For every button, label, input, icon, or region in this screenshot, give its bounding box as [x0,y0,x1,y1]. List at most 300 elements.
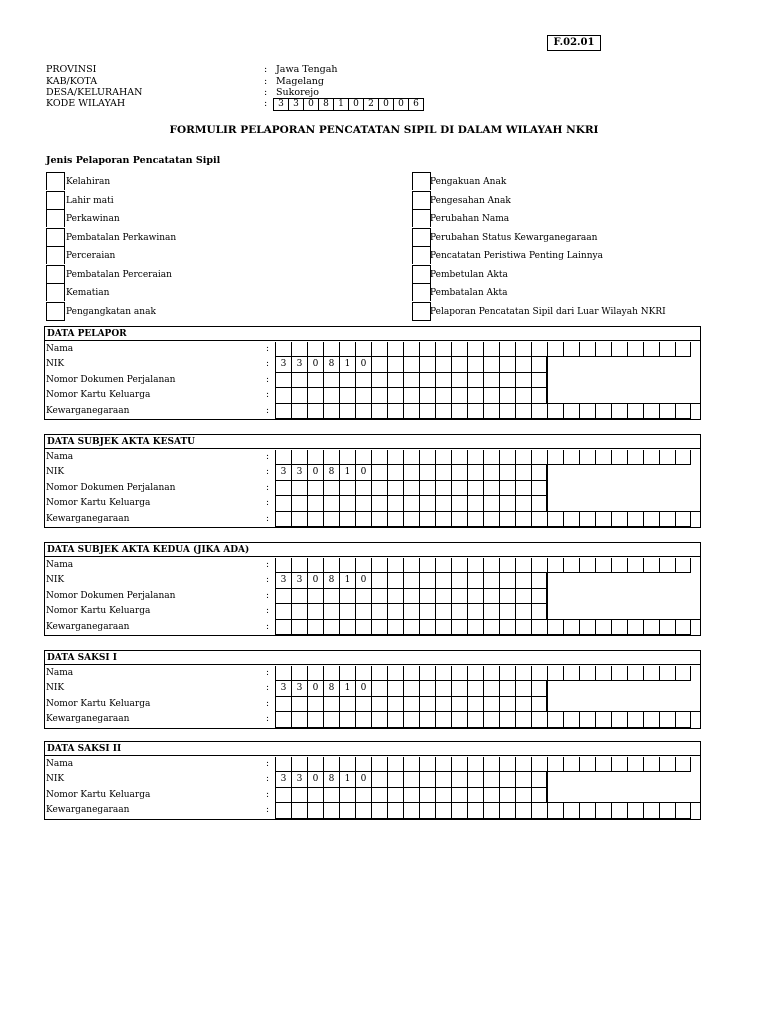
jenis-checkbox-right[interactable] [412,265,431,283]
input-cell[interactable]: 1 [339,465,355,480]
input-cell[interactable] [483,803,499,818]
input-cell[interactable] [515,772,531,787]
input-cell[interactable]: 0 [307,681,323,696]
input-cell[interactable] [387,620,403,635]
input-cell[interactable] [387,558,403,573]
input-cell[interactable] [611,558,627,573]
input-cell[interactable] [659,404,675,419]
input-cell[interactable] [467,573,483,588]
input-cell[interactable] [355,788,371,803]
input-cell[interactable] [595,404,611,419]
input-cells[interactable] [275,589,547,604]
input-cell[interactable] [371,496,387,511]
input-cell[interactable] [483,681,499,696]
input-cells[interactable] [275,342,691,357]
input-cell[interactable] [515,481,531,496]
input-cell[interactable] [355,589,371,604]
input-cell[interactable] [579,512,595,527]
jenis-checkbox-right[interactable] [412,302,431,321]
input-cell[interactable]: 3 [275,573,291,588]
input-cell[interactable] [291,757,307,772]
input-cell[interactable] [419,481,435,496]
input-cell[interactable] [467,666,483,681]
input-cell[interactable] [291,388,307,403]
input-cell[interactable] [451,666,467,681]
input-cell[interactable] [659,342,675,357]
input-cell[interactable] [467,388,483,403]
input-cell[interactable] [307,450,323,465]
input-cell[interactable] [483,697,499,712]
input-cells[interactable] [275,803,691,818]
input-cell[interactable] [467,697,483,712]
input-cell[interactable] [499,465,515,480]
input-cell[interactable] [435,373,451,388]
input-cell[interactable]: 0 [355,573,371,588]
input-cell[interactable] [627,342,643,357]
input-cell[interactable] [371,558,387,573]
input-cell[interactable] [611,803,627,818]
input-cell[interactable] [563,558,579,573]
input-cell[interactable] [531,373,547,388]
input-cell[interactable] [531,757,547,772]
input-cell[interactable] [515,496,531,511]
input-cells[interactable] [275,465,547,480]
input-cell[interactable] [499,757,515,772]
input-cell[interactable] [371,681,387,696]
input-cell[interactable] [531,481,547,496]
input-cell[interactable] [451,373,467,388]
input-cell[interactable] [403,589,419,604]
input-cell[interactable] [419,450,435,465]
input-cell[interactable] [339,450,355,465]
input-cell[interactable] [435,496,451,511]
input-cell[interactable] [515,342,531,357]
input-cells[interactable] [275,757,691,772]
jenis-checkbox-right[interactable] [412,283,431,301]
input-cell[interactable]: 8 [323,573,339,588]
input-cell[interactable] [515,558,531,573]
input-cell[interactable] [419,388,435,403]
input-cell[interactable] [275,757,291,772]
input-cell[interactable] [659,712,675,727]
input-cell[interactable] [531,589,547,604]
input-cell[interactable] [323,788,339,803]
input-cell[interactable] [371,757,387,772]
input-cell[interactable]: 3 [291,573,307,588]
input-cell[interactable] [531,803,547,818]
input-cell[interactable] [515,573,531,588]
input-cell[interactable] [435,697,451,712]
input-cell[interactable] [307,342,323,357]
input-cells[interactable] [275,404,691,419]
input-cell[interactable] [435,681,451,696]
input-cell[interactable]: 3 [291,681,307,696]
input-cell[interactable] [515,604,531,619]
input-cells[interactable] [275,712,691,727]
input-cell[interactable] [627,712,643,727]
input-cells[interactable] [275,772,547,787]
input-cell[interactable] [451,803,467,818]
input-cell[interactable] [387,357,403,372]
input-cell[interactable] [675,404,691,419]
input-cell[interactable] [419,573,435,588]
input-cell[interactable] [563,404,579,419]
input-cell[interactable] [307,496,323,511]
input-cell[interactable] [563,757,579,772]
input-cell[interactable] [579,404,595,419]
input-cell[interactable] [323,388,339,403]
input-cells[interactable] [275,496,547,511]
input-cells[interactable] [275,788,547,803]
input-cell[interactable] [451,558,467,573]
input-cell[interactable] [387,788,403,803]
input-cell[interactable] [419,772,435,787]
input-cell[interactable] [339,666,355,681]
input-cell[interactable] [451,512,467,527]
input-cell[interactable] [675,558,691,573]
input-cell[interactable] [595,620,611,635]
input-cell[interactable]: 3 [275,357,291,372]
input-cell[interactable] [483,589,499,604]
input-cell[interactable] [275,481,291,496]
input-cell[interactable] [291,589,307,604]
input-cell[interactable] [611,666,627,681]
jenis-checkbox-left[interactable] [46,265,65,283]
input-cell[interactable] [323,496,339,511]
input-cell[interactable] [387,342,403,357]
header-value[interactable]: Jawa Tengah [276,64,338,75]
input-cell[interactable] [435,512,451,527]
input-cell[interactable] [339,496,355,511]
input-cell[interactable] [403,450,419,465]
input-cell[interactable] [515,465,531,480]
input-cell[interactable] [595,666,611,681]
jenis-checkbox-right[interactable] [412,228,431,246]
input-cell[interactable] [515,788,531,803]
input-cell[interactable] [451,342,467,357]
input-cell[interactable] [595,803,611,818]
input-cell[interactable] [307,481,323,496]
input-cell[interactable] [547,404,563,419]
input-cell[interactable] [483,404,499,419]
input-cell[interactable] [339,481,355,496]
input-cell[interactable] [467,803,483,818]
input-cell[interactable] [339,558,355,573]
input-cell[interactable] [387,388,403,403]
input-cells[interactable] [275,620,691,635]
input-cell[interactable] [451,757,467,772]
input-cell[interactable] [339,404,355,419]
input-cell[interactable] [419,803,435,818]
input-cell[interactable]: 1 [339,681,355,696]
input-cell[interactable] [307,666,323,681]
input-cell[interactable] [387,465,403,480]
input-cell[interactable] [515,373,531,388]
input-cell[interactable] [307,788,323,803]
input-cell[interactable] [659,666,675,681]
input-cell[interactable] [387,697,403,712]
input-cell[interactable] [355,481,371,496]
input-cell[interactable] [531,772,547,787]
input-cell[interactable] [387,512,403,527]
input-cell[interactable] [355,373,371,388]
input-cell[interactable] [291,697,307,712]
input-cell[interactable] [499,712,515,727]
input-cell[interactable] [643,757,659,772]
input-cell[interactable] [563,712,579,727]
input-cell[interactable] [451,681,467,696]
input-cell[interactable] [403,620,419,635]
input-cell[interactable] [659,757,675,772]
input-cell[interactable] [563,342,579,357]
input-cell[interactable] [307,388,323,403]
input-cell[interactable] [339,803,355,818]
input-cell[interactable] [419,496,435,511]
input-cell[interactable] [483,465,499,480]
input-cell[interactable] [323,450,339,465]
input-cell[interactable] [275,803,291,818]
input-cell[interactable] [611,342,627,357]
input-cell[interactable] [323,620,339,635]
input-cell[interactable] [355,757,371,772]
input-cell[interactable] [531,620,547,635]
input-cell[interactable] [547,450,563,465]
input-cell[interactable] [515,512,531,527]
input-cell[interactable] [275,697,291,712]
input-cell[interactable] [307,373,323,388]
input-cell[interactable] [515,803,531,818]
input-cell[interactable] [403,404,419,419]
input-cell[interactable] [499,620,515,635]
input-cell[interactable] [371,404,387,419]
input-cell[interactable] [387,589,403,604]
input-cell[interactable] [403,757,419,772]
input-cell[interactable] [531,681,547,696]
input-cell[interactable] [355,496,371,511]
input-cell[interactable] [659,803,675,818]
input-cell[interactable] [483,373,499,388]
input-cell[interactable] [467,772,483,787]
input-cell[interactable] [483,357,499,372]
input-cell[interactable] [339,757,355,772]
input-cell[interactable] [499,788,515,803]
input-cell[interactable] [291,481,307,496]
input-cell[interactable]: 3 [291,465,307,480]
input-cell[interactable] [595,342,611,357]
input-cell[interactable] [547,666,563,681]
input-cells[interactable] [275,481,547,496]
input-cell[interactable] [435,666,451,681]
jenis-checkbox-left[interactable] [46,209,65,227]
input-cell[interactable]: 1 [339,573,355,588]
input-cell[interactable] [675,450,691,465]
input-cell[interactable] [403,388,419,403]
input-cell[interactable] [451,697,467,712]
input-cell[interactable] [483,573,499,588]
input-cell[interactable] [451,357,467,372]
input-cell[interactable] [371,697,387,712]
input-cell[interactable] [467,681,483,696]
input-cell[interactable] [371,342,387,357]
input-cell[interactable] [547,757,563,772]
input-cell[interactable] [499,373,515,388]
header-value[interactable]: Magelang [276,76,324,87]
input-cell[interactable] [371,388,387,403]
jenis-checkbox-right[interactable] [412,246,431,264]
input-cell[interactable] [275,589,291,604]
input-cell[interactable]: 0 [307,772,323,787]
input-cell[interactable] [371,573,387,588]
input-cell[interactable] [675,666,691,681]
input-cell[interactable] [387,481,403,496]
input-cell[interactable] [499,803,515,818]
input-cell[interactable] [291,788,307,803]
input-cell[interactable] [531,342,547,357]
input-cell[interactable] [595,558,611,573]
input-cell[interactable] [675,712,691,727]
jenis-checkbox-left[interactable] [46,302,65,321]
input-cells[interactable] [275,666,691,681]
input-cell[interactable] [563,512,579,527]
input-cell[interactable] [275,604,291,619]
input-cell[interactable] [291,666,307,681]
input-cell[interactable] [403,712,419,727]
input-cell[interactable] [355,712,371,727]
input-cell[interactable] [403,681,419,696]
input-cell[interactable] [403,803,419,818]
input-cell[interactable] [483,666,499,681]
input-cell[interactable] [323,373,339,388]
input-cell[interactable] [499,496,515,511]
input-cell[interactable] [531,788,547,803]
input-cell[interactable] [435,357,451,372]
input-cell[interactable] [435,450,451,465]
input-cell[interactable]: 0 [307,573,323,588]
input-cell[interactable] [467,373,483,388]
input-cell[interactable] [403,481,419,496]
input-cell[interactable] [419,604,435,619]
input-cell[interactable] [467,357,483,372]
input-cell[interactable] [275,788,291,803]
input-cell[interactable] [387,681,403,696]
input-cell[interactable] [467,342,483,357]
input-cell[interactable] [451,604,467,619]
input-cell[interactable] [403,373,419,388]
input-cell[interactable] [515,357,531,372]
input-cell[interactable] [531,404,547,419]
input-cell[interactable] [419,788,435,803]
input-cell[interactable] [531,388,547,403]
input-cell[interactable] [435,481,451,496]
input-cell[interactable]: 8 [323,681,339,696]
input-cell[interactable] [371,666,387,681]
input-cell[interactable] [499,697,515,712]
input-cells[interactable] [275,604,547,619]
input-cell[interactable] [307,697,323,712]
input-cell[interactable] [579,666,595,681]
input-cell[interactable] [515,757,531,772]
input-cell[interactable] [323,589,339,604]
input-cell[interactable] [435,573,451,588]
input-cell[interactable] [387,404,403,419]
input-cell[interactable] [515,697,531,712]
input-cell[interactable] [643,712,659,727]
input-cell[interactable] [355,697,371,712]
input-cell[interactable] [275,558,291,573]
input-cell[interactable] [531,697,547,712]
input-cell[interactable] [323,558,339,573]
input-cell[interactable] [435,388,451,403]
input-cell[interactable] [451,388,467,403]
input-cell[interactable] [499,558,515,573]
input-cell[interactable] [499,450,515,465]
input-cells[interactable] [275,357,547,372]
input-cell[interactable] [483,481,499,496]
input-cell[interactable] [467,757,483,772]
input-cell[interactable] [275,496,291,511]
input-cell[interactable] [275,373,291,388]
input-cell[interactable] [355,803,371,818]
input-cell[interactable]: 0 [355,465,371,480]
input-cell[interactable] [579,450,595,465]
input-cell[interactable] [499,388,515,403]
input-cell[interactable]: 1 [339,772,355,787]
input-cell[interactable] [595,512,611,527]
input-cell[interactable] [499,481,515,496]
jenis-checkbox-right[interactable] [412,191,431,209]
input-cell[interactable] [387,772,403,787]
input-cell[interactable] [275,712,291,727]
input-cell[interactable] [275,404,291,419]
input-cell[interactable] [291,558,307,573]
input-cell[interactable] [467,404,483,419]
input-cell[interactable] [387,757,403,772]
input-cell[interactable]: 3 [275,772,291,787]
input-cell[interactable] [643,512,659,527]
jenis-checkbox-left[interactable] [46,191,65,209]
input-cell[interactable] [419,558,435,573]
input-cell[interactable]: 0 [355,357,371,372]
input-cell[interactable] [307,757,323,772]
input-cell[interactable] [643,558,659,573]
input-cell[interactable] [323,404,339,419]
input-cell[interactable] [643,666,659,681]
input-cell[interactable] [467,481,483,496]
input-cell[interactable]: 8 [323,357,339,372]
input-cell[interactable] [419,357,435,372]
input-cell[interactable] [531,496,547,511]
jenis-checkbox-left[interactable] [46,172,65,190]
input-cell[interactable] [531,357,547,372]
input-cell[interactable] [307,604,323,619]
input-cell[interactable] [499,666,515,681]
input-cell[interactable] [659,620,675,635]
jenis-checkbox-right[interactable] [412,172,431,190]
input-cell[interactable] [595,757,611,772]
input-cell[interactable] [403,496,419,511]
input-cell[interactable] [643,342,659,357]
input-cell[interactable] [611,404,627,419]
input-cell[interactable] [531,558,547,573]
input-cell[interactable] [419,373,435,388]
input-cell[interactable] [307,803,323,818]
input-cell[interactable] [643,620,659,635]
input-cell[interactable] [547,712,563,727]
input-cell[interactable] [547,558,563,573]
input-cell[interactable] [451,481,467,496]
input-cell[interactable] [371,589,387,604]
input-cell[interactable] [531,712,547,727]
